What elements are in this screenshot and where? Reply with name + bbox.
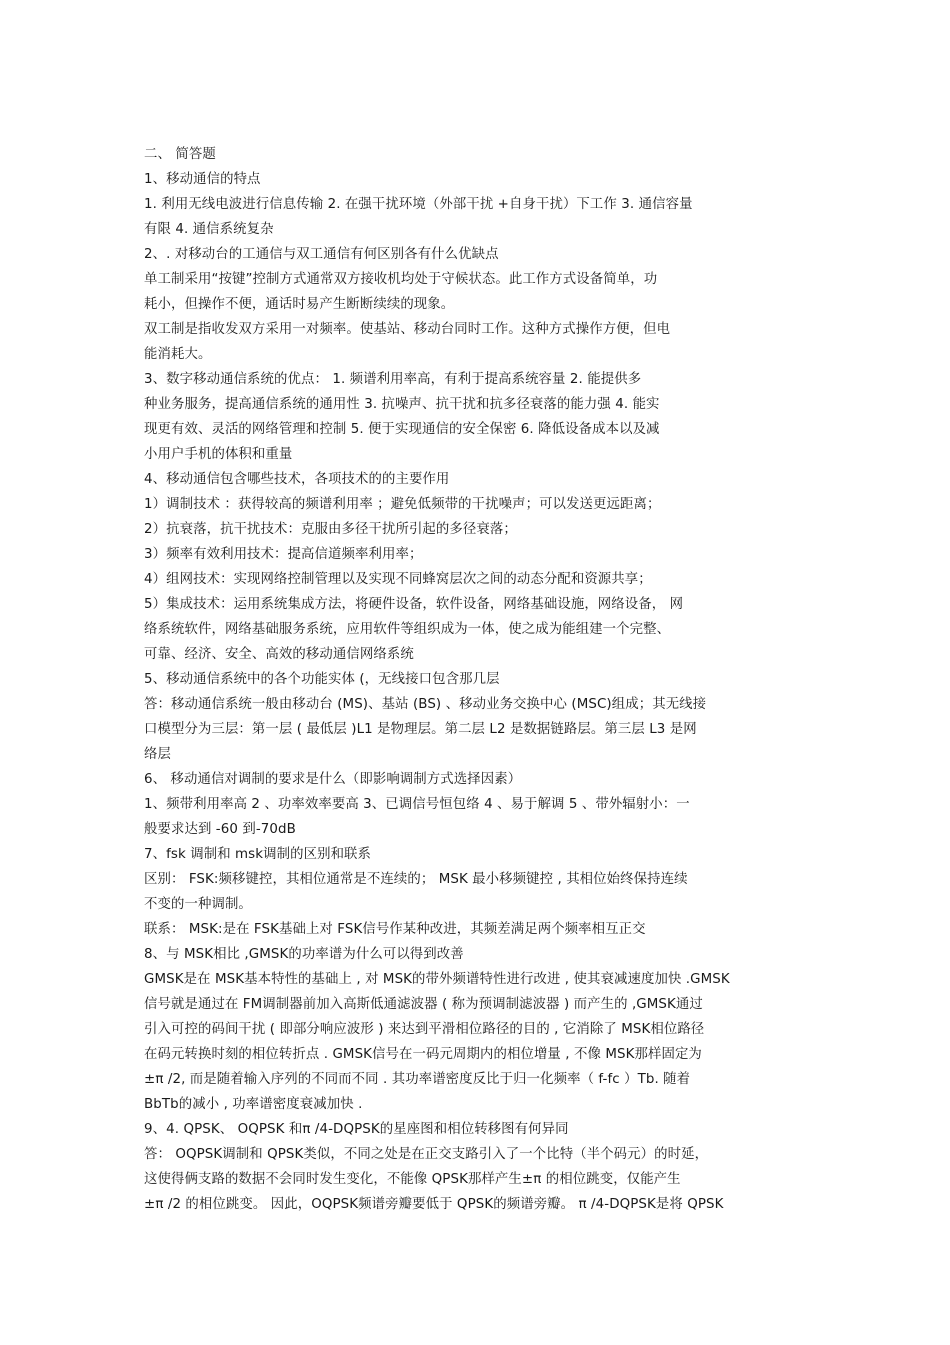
text-line: 现更有效、灵活的网络管理和控制 5. 便于实现通信的安全保密 6. 降低设备成本以及减: [144, 422, 660, 437]
text-line: 种业务服务，提高通信系统的通用性 3. 抗噪声、抗干扰和抗多径衰落的能力强 4. 能实: [144, 397, 660, 412]
text-line: 5）集成技术：运用系统集成方法，将硬件设备，软件设备，网络基础设施，网络设备， 网: [144, 597, 684, 612]
text-line: ±π /2 的相位跳变。 因此，OQPSK频谱旁瓣要低于 QPSK的频谱旁瓣。 π /4-DQPSK是将 QPSK: [144, 1197, 724, 1212]
question-7-title: 7、fsk 调制和 msk调制的区别和联系: [144, 847, 372, 862]
text-line: 络系统软件，网络基础服务系统，应用软件等组织成为一体，使之成为能组建一个完整、: [144, 622, 671, 637]
text-line: 小用户手机的体积和重量: [144, 447, 293, 462]
text-line: 4）组网技术：实现网络控制管理以及实现不同蜂窝层次之间的动态分配和资源共享；: [144, 572, 652, 587]
text-line: 可靠、经济、安全、高效的移动通信网络系统: [144, 647, 414, 662]
text-line: 般要求达到 -60 到-70dB: [144, 822, 296, 837]
text-line: 联系： MSK:是在 FSK基础上对 FSK信号作某种改进，其频差满足两个频率相互正交: [144, 922, 646, 937]
text-line: ±π /2, 而是随着输入序列的不同而不同 . 其功率谱密度反比于归一化频率（ f-fc ）Tb. 随着: [144, 1072, 691, 1087]
text-line: 1. 利用无线电波进行信息传输 2. 在强干扰环境（外部干扰 +自身干扰）下工作 3. 通信容量: [144, 197, 693, 212]
question-8-title: 8、与 MSK相比 ,GMSK的功率谱为什么可以得到改善: [144, 947, 464, 962]
question-9-title: 9、4. QPSK、 OQPSK 和π /4-DQPSK的星座图和相位转移图有何异同: [144, 1122, 569, 1137]
text-line: 单工制采用“按键”控制方式通常双方接收机均处于守候状态。此工作方式设备简单，功: [144, 272, 658, 287]
text-line: 在码元转换时刻的相位转折点 . GMSK信号在一码元周期内的相位增量 , 不像 MSK那样固定为: [144, 1047, 702, 1062]
question-3-title: 3、数字移动通信系统的优点： 1. 频谱利用率高，有利于提高系统容量 2. 能提供多: [144, 372, 642, 387]
question-6-title: 6、 移动通信对调制的要求是什么（即影响调制方式选择因素）: [144, 772, 522, 787]
text-line: GMSK是在 MSK基本特性的基础上 , 对 MSK的带外频谱特性进行改进 , 使其衰减速度加快 .GMSK: [144, 972, 730, 987]
question-1-title: 1、移动通信的特点: [144, 172, 261, 187]
text-line: 1）调制技术 ：获得较高的频谱利用率 ；避免低频带的干扰噪声；可以发送更远距离；: [144, 497, 661, 512]
text-line: 双工制是指收发双方采用一对频率。使基站、移动台同时工作。这种方式操作方便，但电: [144, 322, 671, 337]
text-line: BbTb的减小 , 功率谱密度衰减加快 .: [144, 1097, 363, 1112]
question-4-title: 4、移动通信包含哪些技术，各项技术的的主要作用: [144, 472, 450, 487]
text-line: 络层: [144, 747, 171, 762]
text-line: 这使得俩支路的数据不会同时发生变化，不能像 QPSK那样产生±π 的相位跳变，仅能产生: [144, 1172, 681, 1187]
text-line: 答：移动通信系统一般由移动台 (MS)、基站 (BS) 、移动业务交换中心 (MSC)组成；其无线接: [144, 697, 707, 712]
question-2-title: 2、. 对移动台的工通信与双工通信有何区别各有什么优缺点: [144, 247, 499, 262]
text-line: 引入可控的码间干扰 ( 即部分响应波形 ) 来达到平滑相位路径的目的 , 它消除了 MSK相位路径: [144, 1022, 705, 1037]
section-heading: 二、 简答题: [144, 147, 216, 162]
text-line: 区别： FSK:频移键控，其相位通常是不连续的； MSK 最小移频键控 , 其相位始终保持连续: [144, 872, 688, 887]
text-line: 答： OQPSK调制和 QPSK类似，不同之处是在正交支路引入了一个比特（半个码元）的时延，: [144, 1147, 709, 1162]
text-line: 不变的一种调制。: [144, 897, 252, 912]
text-line: 能消耗大。: [144, 347, 212, 362]
text-line: 1、频带利用率高 2 、功率效率要高 3、已调信号恒包络 4 、易于解调 5 、带外辐射小：一: [144, 797, 690, 812]
text-line: 3）频率有效利用技术：提高信道频率利用率；: [144, 547, 423, 562]
question-5-title: 5、移动通信系统中的各个功能实体 (，无线接口包含那几层: [144, 672, 500, 687]
text-line: 2）抗衰落，抗干扰技术：克服由多径干扰所引起的多径衰落；: [144, 522, 517, 537]
text-line: 口模型分为三层：第一层 ( 最低层 )L1 是物理层。第二层 L2 是数据链路层。第三层 L3 是网: [144, 722, 697, 737]
text-line: 信号就是通过在 FM调制器前加入高斯低通滤波器 ( 称为预调制滤波器 ) 而产生的 ,GMSK通过: [144, 997, 703, 1012]
text-line: 耗小，但操作不便，通话时易产生断断续续的现象。: [144, 297, 455, 312]
text-line: 有限 4. 通信系统复杂: [144, 222, 274, 237]
